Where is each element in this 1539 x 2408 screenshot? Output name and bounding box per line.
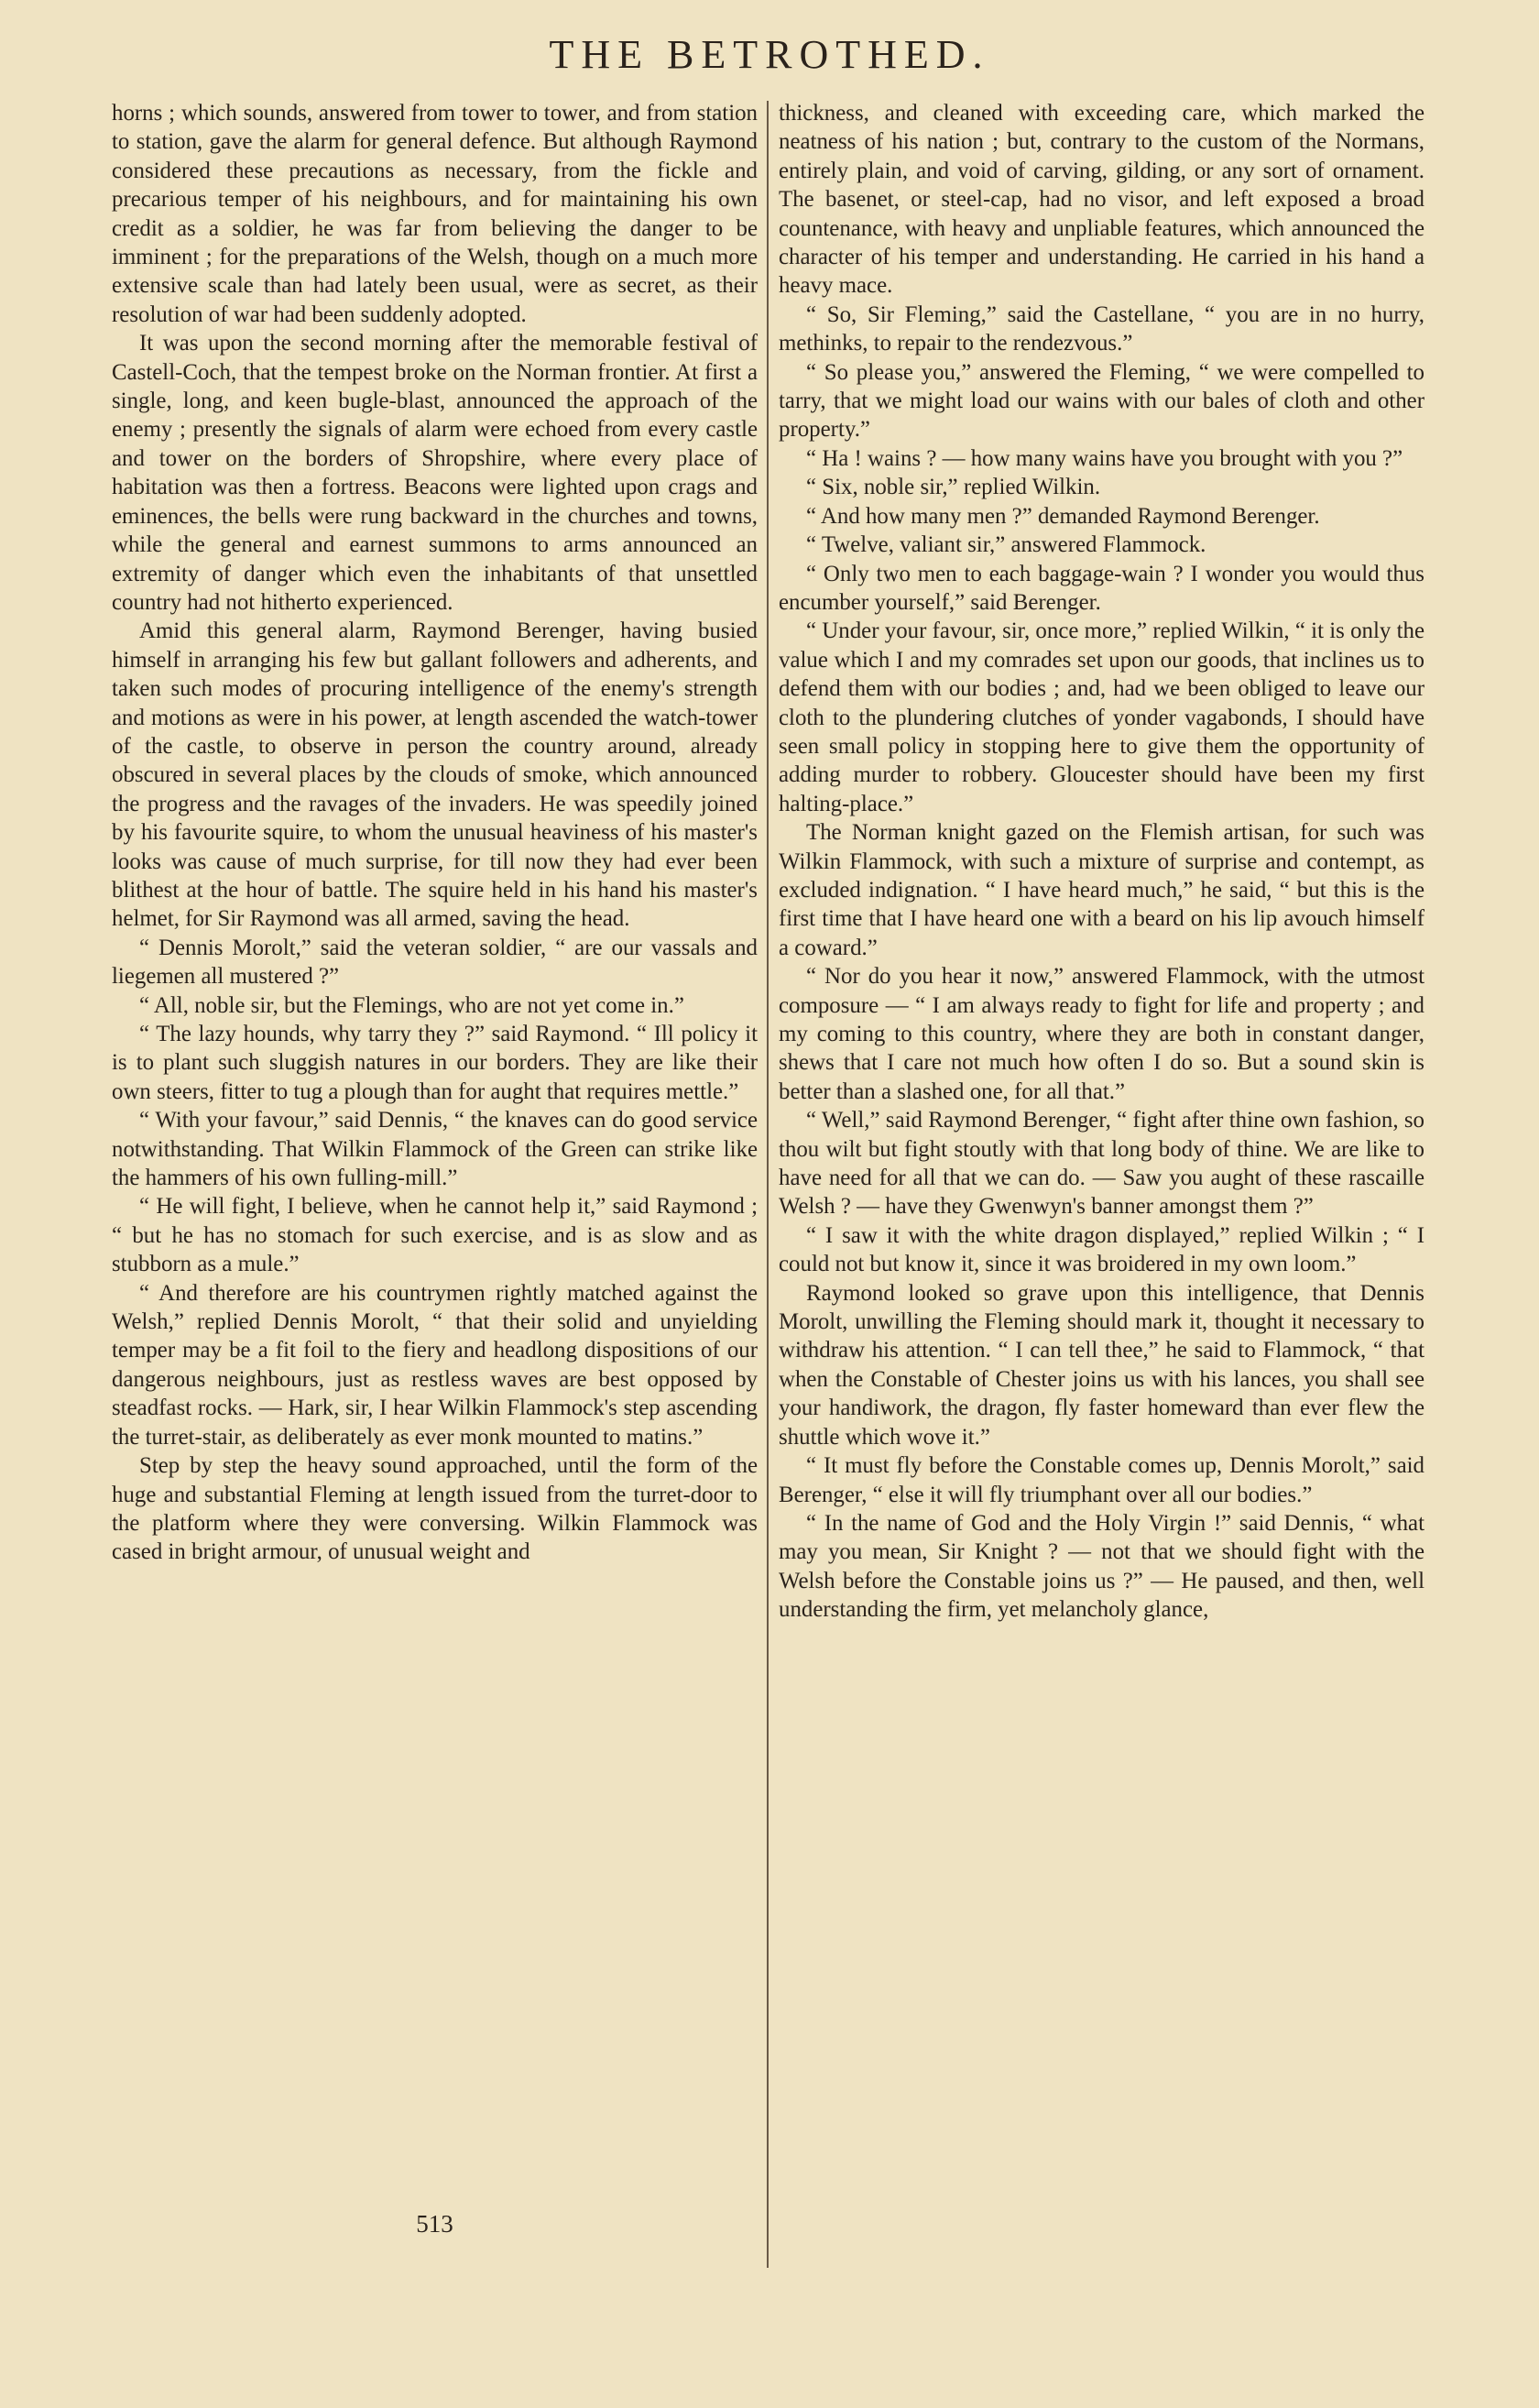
- column-divider: [767, 101, 769, 2268]
- paragraph: “ In the name of God and the Holy Virgin !” said Dennis, “ what may you mean, Sir Knight ? — not that we should fight with the Welsh before the Constable joins us ?” — He paused, and then, well understanding the firm, yet melancholy glance,: [779, 1510, 1424, 1623]
- paragraph: horns ; which sounds, answered from tower to tower, and from station to station, gave the alarm for general defence. But although Raymond considered these precautions as necessary, from the fickle and precarious temper of his neighbours, and for maintaining his own credit as a soldier, he was far from believing the danger to be imminent ; for the preparations of the Welsh, though on a much more extensive scale than had lately been usual, were as secret, as their resolution of war had been suddenly adopted.: [112, 101, 758, 327]
- paragraph: “ He will fight, I believe, when he cannot help it,” said Raymond ; “ but he has no stomach for such exercise, and is as slow and as stubborn as a mule.”: [112, 1194, 758, 1277]
- paragraph: “ Ha ! wains ? — how many wains have you brought with you ?”: [806, 445, 1403, 471]
- paragraph: “ Twelve, valiant sir,” answered Flammock.: [806, 532, 1206, 558]
- paragraph: “ So please you,” answered the Fleming, “ we were compelled to tarry, that we might load our wains with our bales of cloth and other property.”: [779, 359, 1424, 443]
- paragraph: “ With your favour,” said Dennis, “ the knaves can do good service notwithstanding. That Wilkin Flammock of the Green can strike like the hammers of his own fulling-mill.”: [112, 1108, 758, 1191]
- paragraph: Amid this general alarm, Raymond Berenger, having busied himself in arranging his few but gallant followers and adherents, and taken such modes of procuring intelligence of the enemy's strength and motions as were in his power, at length ascended the watch-tower of the castle, to observe in person the country around, already obscured in several places by the clouds of smoke, which announced the progress and the ravages of the invaders. He was speedily joined by his favourite squire, to whom the unusual heaviness of his master's looks was cause of much surprise, for till now they had ever been blithest at the hour of battle. The squire held in his hand his master's helmet, for Sir Raymond was all armed, saving the head.: [112, 618, 758, 932]
- paragraph: “ Dennis Morolt,” said the veteran soldier, “ are our vassals and liegemen all mustered ?”: [112, 935, 758, 990]
- paragraph: It was upon the second morning after the memorable festival of Castell-Coch, that the tempest broke on the Norman frontier. At first a single, long, and keen bugle-blast, announced the approach of the enemy ; presently the signals of alarm were echoed from every castle and tower on the borders of Shropshire, where every place of habitation was then a fortress. Beacons were lighted upon crags and eminences, the bells were rung backward in the churches and towns, while the general and earnest summons to arms announced an extremity of danger which even the inhabitants of that unsettled country had not hitherto experienced.: [112, 331, 758, 615]
- paragraph: “ It must fly before the Constable comes up, Dennis Morolt,” said Berenger, “ else it will fly triumphant over all our bodies.”: [779, 1453, 1424, 1507]
- paragraph: “ Nor do you hear it now,” answered Flammock, with the utmost composure — “ I am always ready to fight for life and property ; and my coming to this country, where they are both in constant danger, shews that I care not much how often I do so. But a sound skin is better than a slashed one, for all that.”: [779, 964, 1424, 1104]
- paragraph: Raymond looked so grave upon this intelligence, that Dennis Morolt, unwilling the Fleming should mark it, thought it necessary to withdraw his attention. “ I can tell thee,” he said to Flammock, “ that when the Constable of Chester joins us with his lances, you shall see your handiwork, the dragon, fly faster homeward than ever flew the shuttle which wove it.”: [779, 1280, 1424, 1450]
- paragraph: thickness, and cleaned with exceeding care, which marked the neatness of his nation ; but, contrary to the custom of the Normans, entirely plain, and void of carving, gilding, or any sort of ornament. The basenet, or steel-cap, had no visor, and left exposed a broad countenance, with heavy and unpliable features, which announced the character of his temper and understanding. He carried in his hand a heavy mace.: [779, 101, 1424, 299]
- left-column: [112, 99, 758, 1567]
- paragraph: “ Under your favour, sir, once more,” replied Wilkin, “ it is only the value which I and my comrades set upon our goods, that inclines us to defend them with our bodies ; and, had we been obliged to leave our cloth to the plundering clutches of yonder vagabonds, I should have seen small policy in stopping here to give them the opportunity of adding murder to robbery. Gloucester should have been my first halting-place.”: [779, 618, 1424, 816]
- paragraph: “ Well,” said Raymond Berenger, “ fight after thine own fashion, so thou wilt but fight stoutly with that long body of thine. We are like to have need for all that we can do. — Saw you aught of these rascaille Welsh ? — have they Gwenwyn's banner amongst them ?”: [779, 1108, 1424, 1220]
- paragraph: “ I saw it with the white dragon displayed,” replied Wilkin ; “ I could not but know it, since it was broidered in my own loom.”: [779, 1222, 1424, 1277]
- paragraph: The Norman knight gazed on the Flemish artisan, for such was Wilkin Flammock, with such a mixture of surprise and contempt, as excluded indignation. “ I have heard much,” he said, “ but this is the first time that I have heard one with a beard on his lip avouch himself a coward.”: [779, 820, 1424, 960]
- paragraph: “ Only two men to each baggage-wain ? I wonder you would thus encumber yourself,” said Berenger.: [779, 561, 1424, 615]
- paragraph: “ So, Sir Fleming,” said the Castellane, “ you are in no hurry, methinks, to repair to the rendezvous.”: [779, 301, 1424, 356]
- running-title: THE BETROTHED.: [549, 32, 990, 77]
- paragraph: “ And therefore are his countrymen rightly matched against the Welsh,” replied Dennis Morolt, “ that their solid and unyielding temper may be a fit foil to the fiery and headlong dispositions of our dangerous neighbours, just as restless waves are best opposed by steadfast rocks. — Hark, sir, I hear Wilkin Flammock's step ascending the turret-stair, as deliberately as ever monk mounted to matins.”: [112, 1280, 758, 1450]
- paragraph: “ And how many men ?” demanded Raymond Berenger.: [806, 503, 1320, 529]
- paragraph: “ All, noble sir, but the Flemings, who are not yet come in.”: [139, 992, 684, 1018]
- paragraph: “ Six, noble sir,” replied Wilkin.: [806, 475, 1101, 500]
- right-column: [779, 99, 1424, 1625]
- paragraph: Step by step the heavy sound approached, until the form of the huge and substantial Fleming at length issued from the turret-door to the platform where they were conversing. Wilkin Flammock was cased in bright armour, of unusual weight and: [112, 1453, 758, 1565]
- page-number: 513: [416, 2210, 453, 2238]
- paragraph: “ The lazy hounds, why tarry they ?” said Raymond. “ Ill policy it is to plant such sluggish natures in our borders. They are like their own steers, fitter to tug a plough than for aught that requires mettle.”: [112, 1022, 758, 1104]
